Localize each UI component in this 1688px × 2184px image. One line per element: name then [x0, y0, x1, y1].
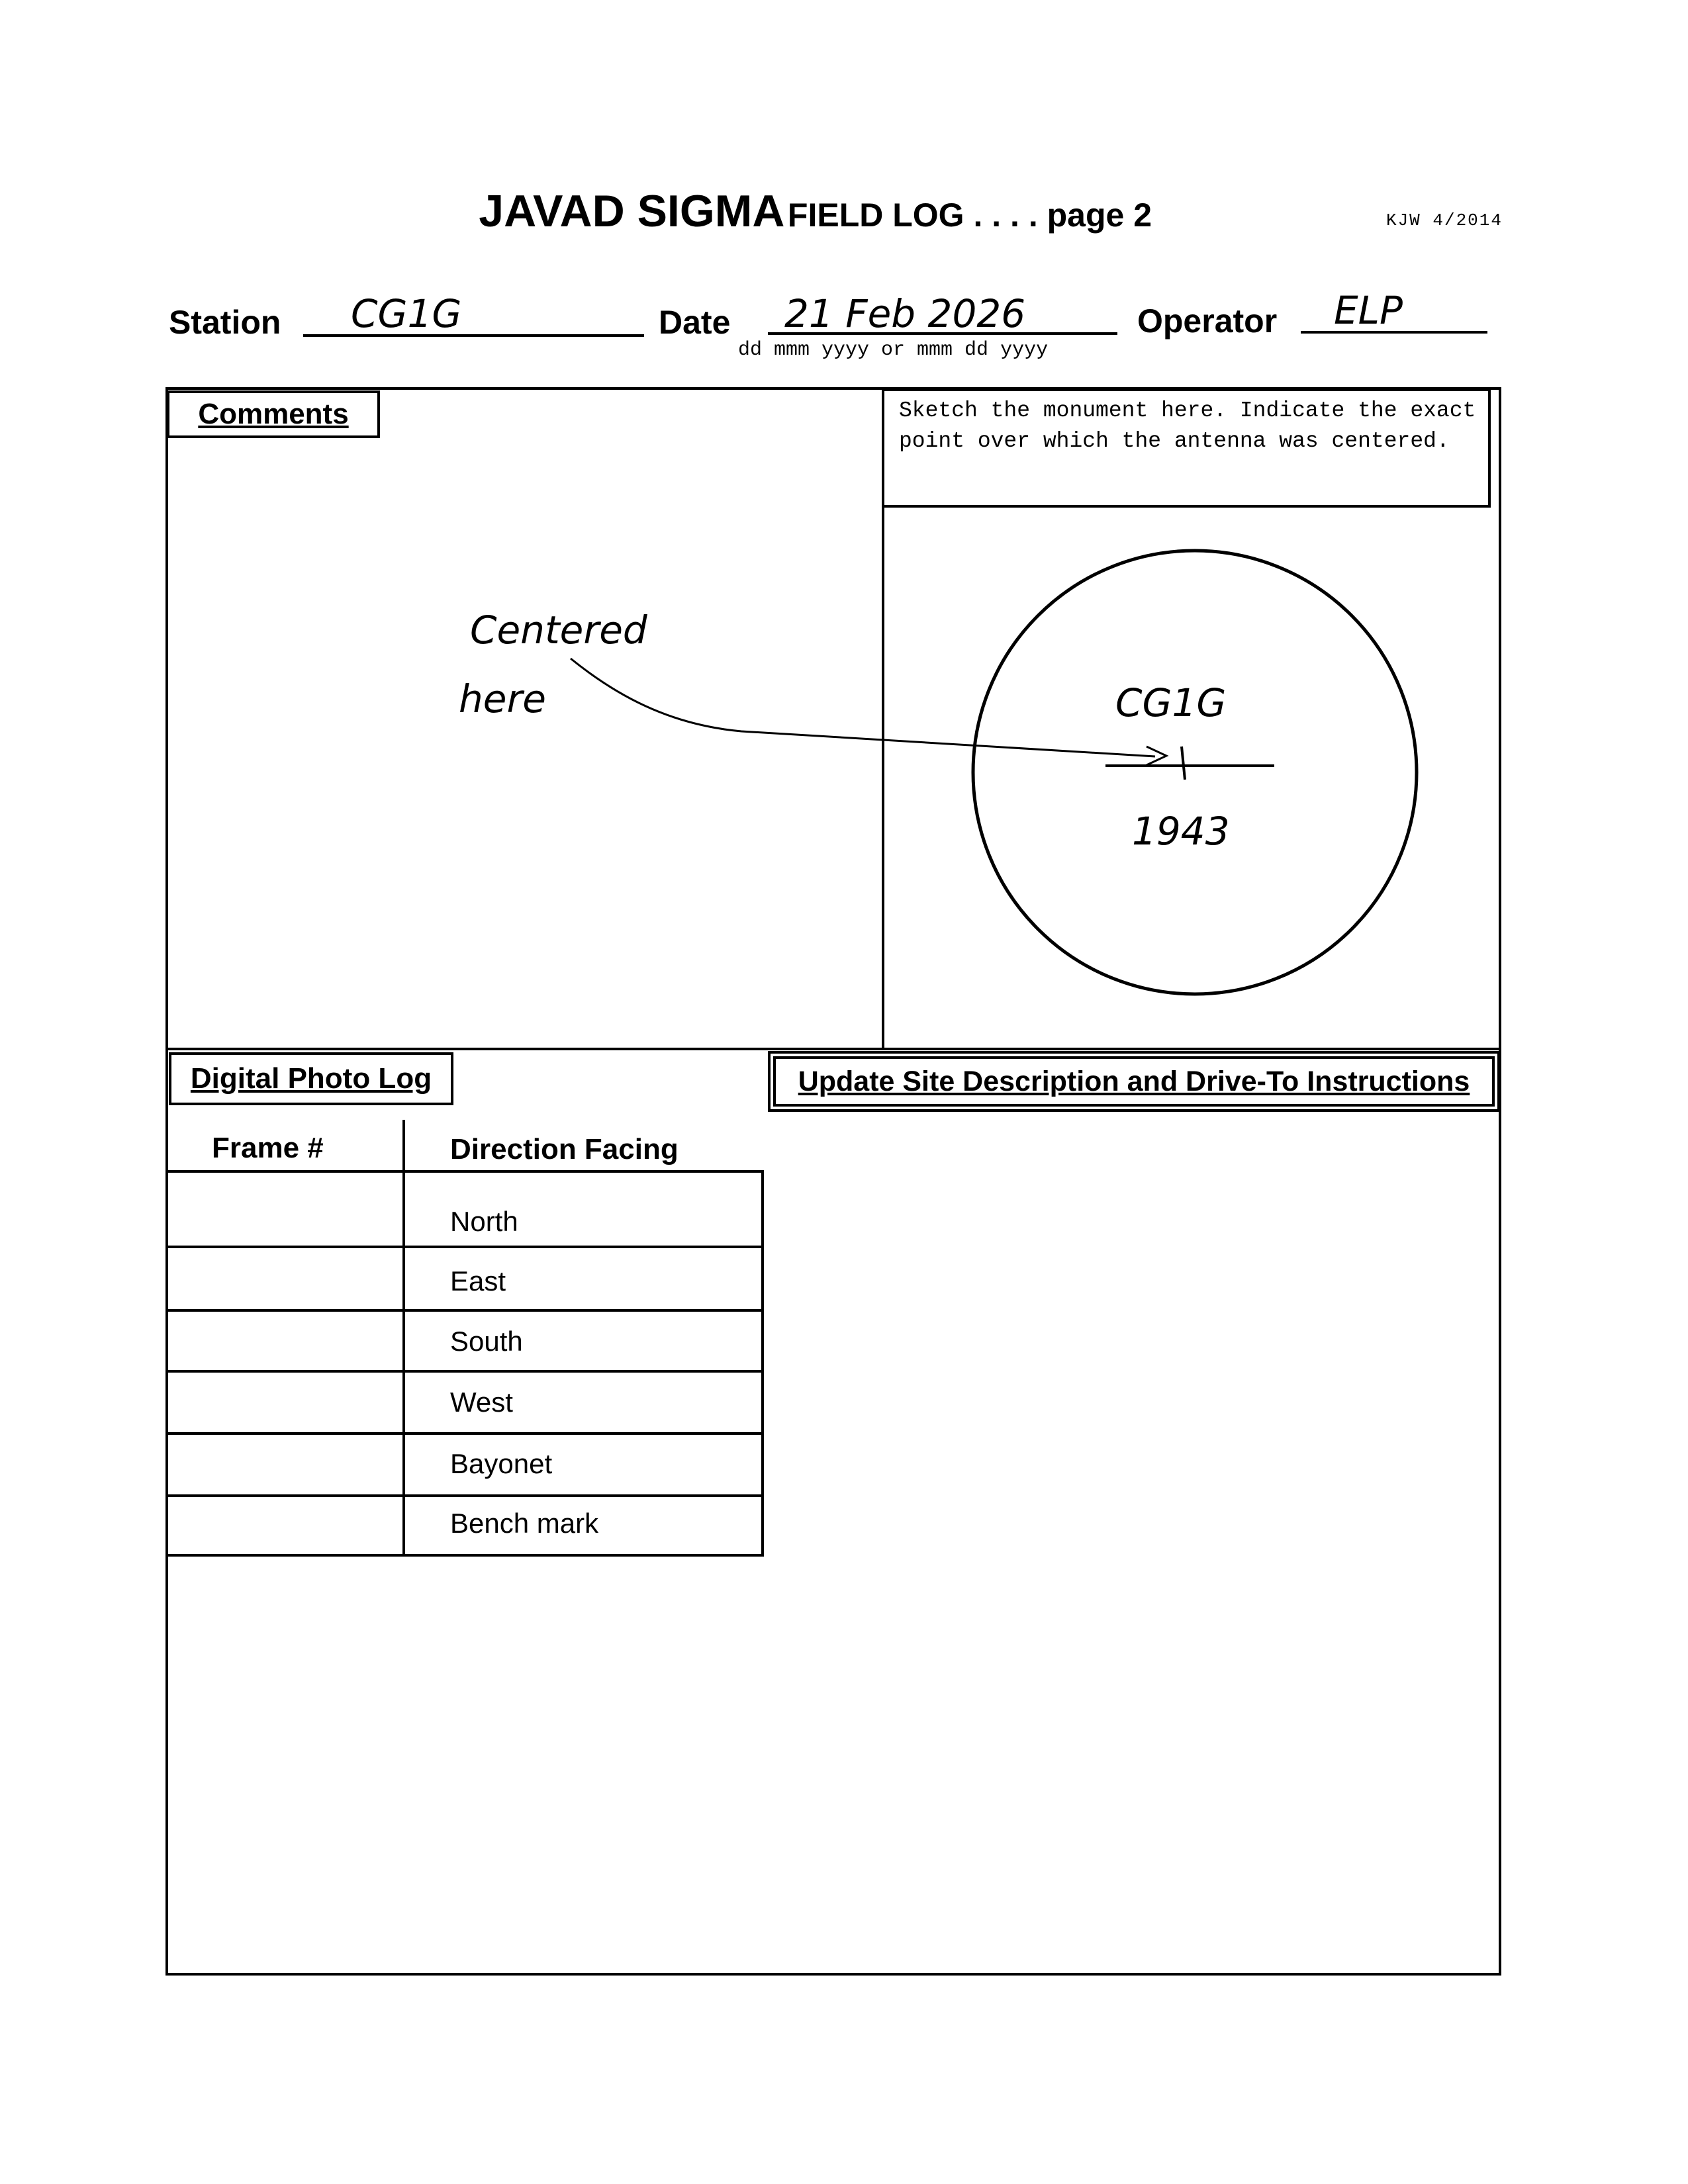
operator-label: Operator	[1137, 302, 1278, 340]
station-label: Station	[169, 304, 281, 341]
col-direction-header: Direction Facing	[450, 1133, 679, 1165]
photo-log-header-rule	[167, 1170, 764, 1173]
direction-cell: North	[450, 1206, 518, 1237]
site-description-label: Update Site Description and Drive-To Instructions	[773, 1056, 1495, 1107]
operator-value[interactable]: ELP	[1334, 288, 1403, 333]
photo-log-right-border	[761, 1171, 764, 1557]
comments-label: Comments	[167, 390, 380, 438]
col-frame-header: Frame #	[212, 1132, 324, 1164]
monument-name: CG1G	[1115, 680, 1227, 725]
photo-log-column-divider	[402, 1120, 405, 1557]
station-value[interactable]: CG1G	[351, 291, 462, 336]
photo-log-row-rule	[167, 1246, 764, 1248]
title-rest: FIELD LOG . . . . page 2	[787, 197, 1152, 234]
comment-note-line2: here	[459, 676, 546, 721]
monument-year: 1943	[1132, 809, 1230, 854]
direction-cell: South	[450, 1326, 523, 1357]
photo-log-row-rule	[167, 1494, 764, 1497]
site-description-area[interactable]	[768, 1118, 1496, 1972]
monument-disk	[973, 551, 1417, 994]
center-arrow-line	[571, 659, 1155, 756]
form-id: KJW 4/2014	[1385, 210, 1503, 230]
photo-log-row-rule	[167, 1370, 764, 1373]
direction-cell: West	[450, 1387, 513, 1418]
photo-log-row-rule	[167, 1554, 764, 1557]
sketch-instructions: Sketch the monument here. Indicate the exact point over which the antenna was centered.	[899, 398, 1476, 453]
direction-cell: Bayonet	[450, 1448, 553, 1479]
monument-center-tick	[1182, 747, 1185, 780]
photo-log-row-rule	[167, 1432, 764, 1435]
comment-note-line1: Centered	[470, 608, 647, 653]
direction-cell: East	[450, 1265, 506, 1297]
photo-log-row-rule	[167, 1309, 764, 1312]
direction-cell: Bench mark	[450, 1508, 599, 1539]
date-value[interactable]: 21 Feb 2026	[784, 291, 1026, 336]
date-format-hint: dd mmm yyyy or mmm dd yyyy	[738, 339, 1049, 361]
title-main: JAVAD SIGMA	[479, 186, 785, 236]
date-label: Date	[659, 304, 731, 341]
photo-log-label: Digital Photo Log	[169, 1052, 453, 1105]
